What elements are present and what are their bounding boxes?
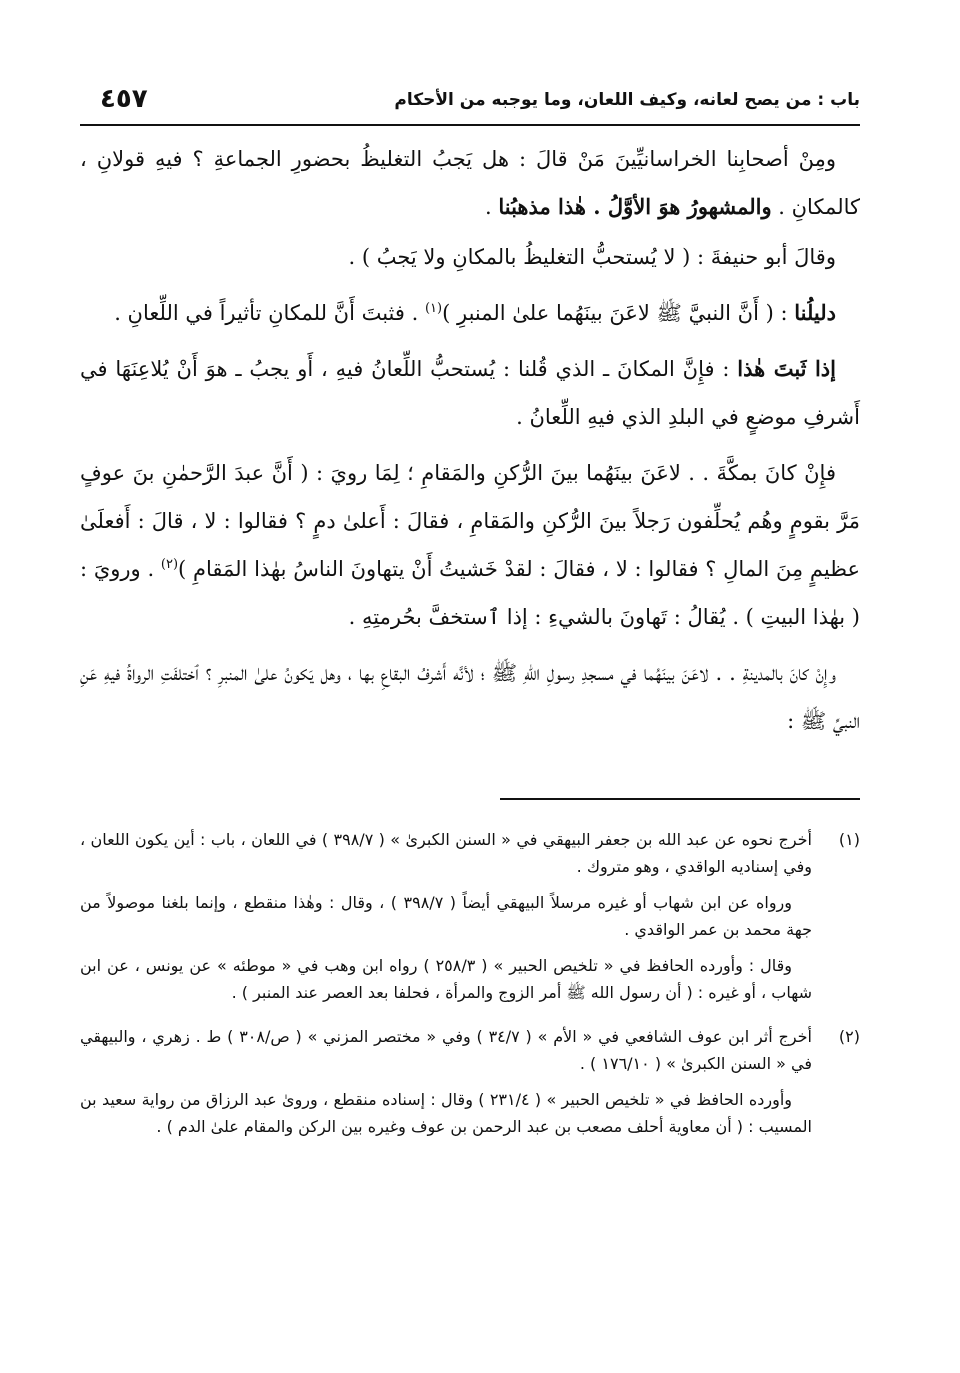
main-text [80,135,860,753]
footnote-paragraph: ورواه عن ابن شهاب أو غيره مرسلاً البيهقي أيضاً ( ٣٩٨/٧ ) ، وقال : وهٰذا منقطع ، وإنما بلغنا موصولاً من جهة محمد بن عمر الواقدي . [80,893,812,939]
paragraph-1-end: . [484,195,499,219]
paragraph-3-quote: : ( أَنَّ النبيَّ ﷺ لاعَنَ بينَهُما علىٰ المنبرِ ) [442,301,795,325]
paragraph-5-end: . ورويَ : ( بهٰذا البيتِ ) . يُقالُ : تَهاونَ بالشيءِ : إذا ٱستخفَّ بحُرمتِهِ . [80,557,860,629]
footnote-paragraph: وأورده الحافظ في « تلخيص الحبير » ( ٢٣١/٤ ) وقال : إسناده منقطع ، وروىٰ عبد الرزاق من رواية سعيد بن المسيب : ( أن معاوية أحلف مصعب بن عبد الرحمن بن عوف وغيره بين الركن والمقام علىٰ الدم ) . [80,1090,812,1136]
footnote-2 [80,1023,860,1149]
footnotes [80,826,860,1157]
footnote-paragraph: وقال : وأورده الحافظ في « تلخيص الحبير » ( ٢٥٨/٣ ) رواه ابن وهب في « موطئه » عن يونس ، عن ابن شهاب ، أو غيره : ( أن رسول الله ﷺ أمر الزوج والمرأة ، فحلفا بعد العصر عند المنبر ) . [80,956,812,1002]
footnote-number: (٢) [838,1027,860,1046]
paragraph-5-quote: أَفعلَىٰ عظيمٍ مِنَ المالِ ؟ فقالوا : لا ، فقالَ : لقدْ خَشيتُ أَنْ يتهاونَ الناسُ بهٰذا المَقامِ ) [80,509,860,581]
footnote-1 [80,826,860,1015]
footnote-paragraph: أخرج نحوه عن عبد الله بن جعفر البيهقي في « السنن الكبرىٰ » ( ٣٩٨/٧ ) في اللعان ، باب : أين يكون اللعان ، وفي إسناديه الواقدي ، وهو متروك . [80,830,812,876]
paragraph-1-text: ومِنْ أصحابِنا الخراسانيِّينَ مَنْ قالَ : هل يَجبُ التغليظُ بحضورِ الجماعةِ ؟ فيهِ قولانِ ، كالمكانِ . [80,147,860,219]
footnote-divider [500,798,860,800]
paragraph-3 [80,289,860,337]
paragraph-4-lead: إذا ثَبتَ هٰذا [737,356,836,381]
footnote-ref-2[interactable]: (٢) [160,557,179,572]
paragraph-1 [80,135,860,231]
running-header [80,84,860,124]
paragraph-1-bold: والمشهورُ هوَ الأوَّلُ . هٰذا مذهبُنا [498,194,772,219]
paragraph-4-text: : فإِنَّ المكانَ ـ الذي قُلنا : يُستحبُّ اللِّعانُ فيهِ ، أَو يجبُ ـ هوَ أَنْ يُلاعِنَهَا في أَشرفِ موضعٍ في البلدِ الذي فيهِ اللِّعانُ . [80,357,860,429]
footnote-number: (١) [838,830,860,849]
footnote-ref-1[interactable]: (١) [424,301,443,316]
page-number: ٤٥٧ [100,84,148,114]
chapter-title: باب : من يصح لعانه، وكيف اللعان، وما يوجبه من الأحكام [394,90,860,110]
footnote-paragraph: أخرج أثر ابن عوف الشافعي في « الأم » ( ٣٤/٧ ) وفي « مختصر المزني » ( ص/٣٠٨ ) ط . زهري ، والبيهقي في « السنن الكبرىٰ » ( ١٧٦/١٠ ) . [80,1027,813,1073]
paragraph-3-end: . فثبتَ أَنَّ للمكانِ تأثيراً في اللِّعانِ . [114,301,425,325]
paragraph-3-lead: دليلُنا [794,300,836,325]
footnote-body [80,1023,812,1149]
paragraph-2: وقالَ أبو حنيفةَ : ( لا يُستحبُّ التغليظُ بالمكانِ ولا يَجبُ ) . [348,245,836,269]
paragraph-4 [80,345,860,441]
paragraph-5-text: فإِنْ كانَ بمكَّةَ . . لاعَنَ بينَهُما بينَ الرُّكنِ والمَقامِ ؛ لِمَا رويَ : ( أَنَّ عبدَ الرَّحمٰنِ بنَ عوفٍ مَرَّ بقومٍ وهُم يُحلِّفون رَجلاً بينَ الرُّكنِ والمَقامِ ، فقالَ : أَعلىٰ دمٍ ؟ فقالوا : لا ، قالَ : [80,461,860,533]
footnote-body [80,826,812,1015]
paragraph-6: وإِنْ كانَ بالمدينةِ . . لاعَنَ بينَهُما في مسجدِ رسولِ اللهِ ﷺ ؛ لأنَّه أَشرفُ البقاعِ بها ، وهل يَكونُ علىٰ المنبرِ ؟ ٱختلفَتِ الرواةُ فيهِ عَنِ النبيِّ ﷺ : [80,661,860,733]
header-divider [80,124,860,126]
paragraph-5 [80,449,860,641]
